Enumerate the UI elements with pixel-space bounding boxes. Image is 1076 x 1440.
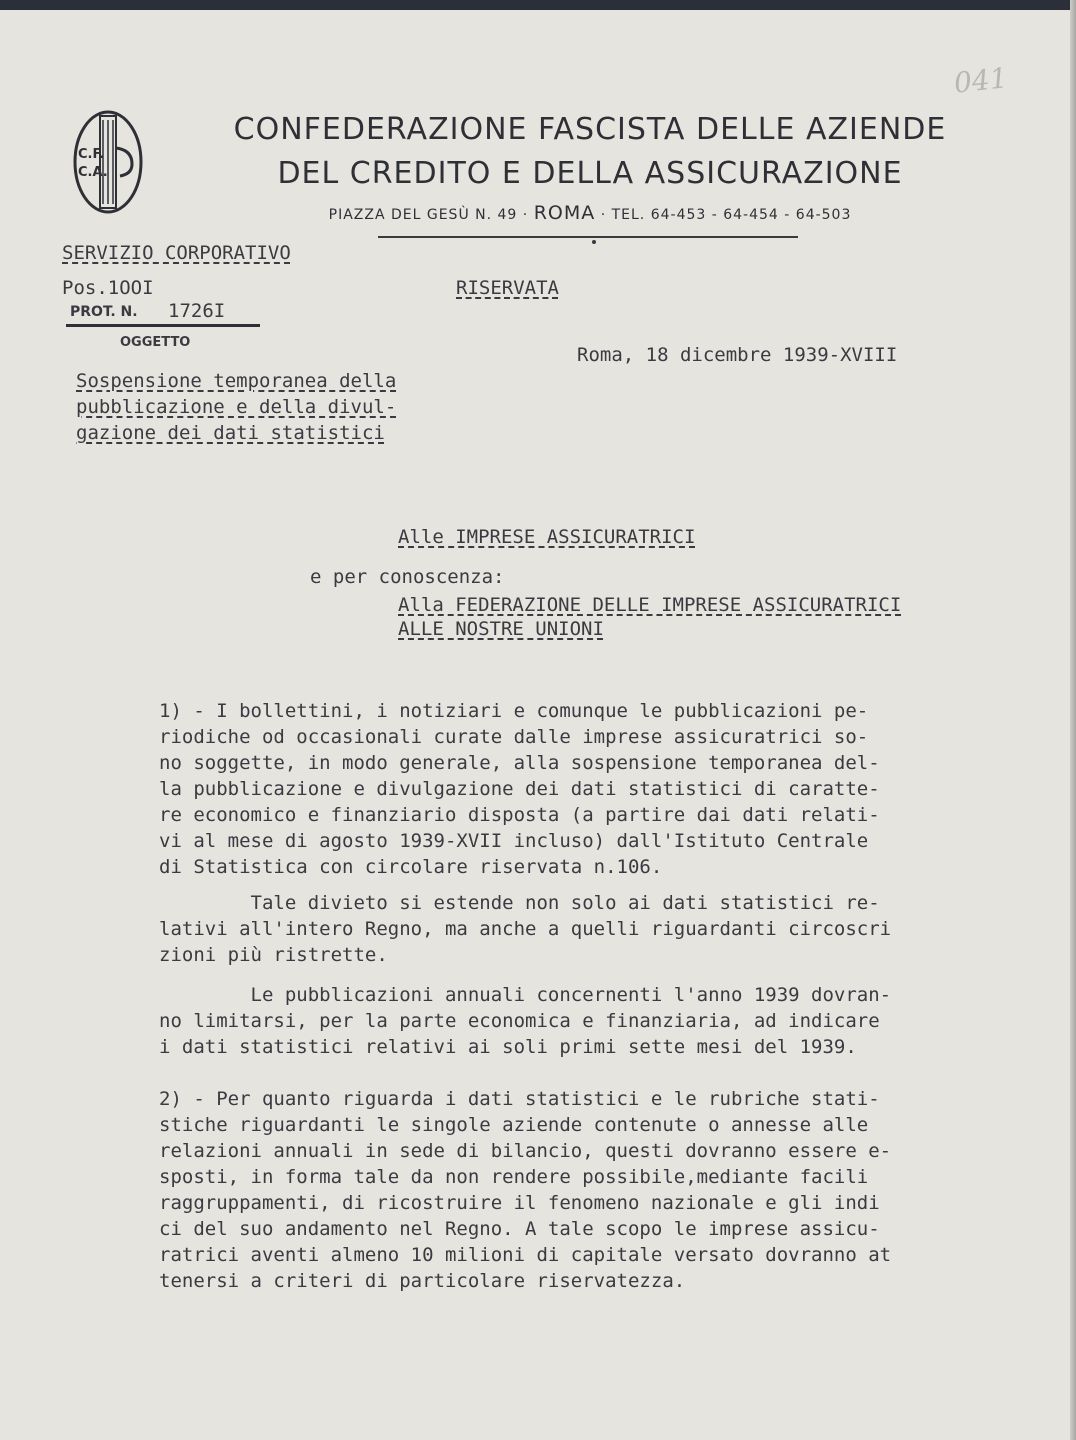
body-paragraph-1: 1) - I bollettini, i notiziari e comunque le pubblicazioni pe- riodiche od occasionali curate dalle imprese assicuratrici so- no soggette, in modo generale, alla sospensione temporanea del- la pubblicazione e divulgazione dei dati statistici di caratte- re economico e finanziario disposta (a partire dai dati relati- vi al mese di agosto 1939-XVII incluso) dall'Istituto Centrale di Statistica con circolare riservata n.106.	[159, 700, 880, 878]
letterhead-dot	[592, 240, 596, 244]
letterhead-rule	[378, 236, 798, 238]
address-street: PIAZZA DEL GESÙ N. 49 ·	[328, 207, 529, 223]
protocol-number: 1726I	[168, 300, 226, 322]
body-paragraph-2: Tale divieto si estende non solo ai dati statistici re- lativi all'intero Regno, ma anche a quelli riguardanti circoscri zioni più ristrette.	[159, 892, 892, 966]
position-number: Pos.1OOI	[62, 277, 154, 299]
organization-name-line1: CONFEDERAZIONE FASCISTA DELLE AZIENDE	[233, 112, 947, 147]
subject-line: Sospensione temporanea della	[76, 370, 397, 392]
address-city: ROMA	[533, 202, 596, 224]
scan-top-border	[0, 0, 1076, 10]
letterhead-address	[150, 202, 1030, 224]
subject-line: gazione dei dati statistici	[76, 422, 385, 444]
letter-date: Roma, 18 dicembre 1939-XVIII	[577, 344, 898, 366]
primary-recipient: Alle IMPRESE ASSICURATRICI	[398, 526, 696, 548]
svg-text:C.A.: C.A.	[78, 165, 108, 180]
address-phone: · TEL. 64-453 - 64-454 - 64-503	[600, 207, 852, 223]
subject-label: OGGETTO	[120, 335, 191, 350]
subject-text	[76, 368, 396, 446]
protocol-label: PROT. N.	[70, 304, 138, 320]
svg-text:C.F.: C.F.	[78, 147, 105, 162]
cc-label: e per conoscenza:	[310, 566, 505, 588]
protocol-rule	[66, 324, 260, 327]
cc-recipient: ALLE NOSTRE UNIONI	[398, 618, 604, 640]
cc-recipient: Alla FEDERAZIONE DELLE IMPRESE ASSICURATRICI	[398, 594, 902, 616]
subject-line: pubblicazione e della divul-	[76, 396, 397, 418]
classification-label: RISERVATA	[456, 277, 559, 299]
organization-name-line2: DEL CREDITO E DELLA ASSICURAZIONE	[277, 156, 903, 191]
archive-number: 041	[952, 61, 1010, 100]
scan-right-edge	[1070, 0, 1076, 1440]
confederation-logo	[72, 110, 144, 214]
service-label: SERVIZIO CORPORATIVO	[62, 242, 291, 264]
body-paragraph-4: 2) - Per quanto riguarda i dati statistici e le rubriche stati- stiche riguardanti le singole aziende contenute o annesse alle relazioni annuali in sede di bilancio, questi dovranno essere e- sposti, in forma tale da non rendere possibile,mediante facili raggruppamenti, di ricostruire il fenomeno nazionale e gli indi ci del suo andamento nel Regno. A tale scopo le imprese assicu- ratrici aventi almeno 10 milioni di capitale versato dovranno at tenersi a criteri di particolare riservatezza.	[159, 1088, 892, 1292]
body-paragraph-3: Le pubblicazioni annuali concernenti l'anno 1939 dovran- no limitarsi, per la parte economica e finanziaria, ad indicare i dati statistici relativi ai soli primi sette mesi del 1939.	[159, 984, 892, 1058]
